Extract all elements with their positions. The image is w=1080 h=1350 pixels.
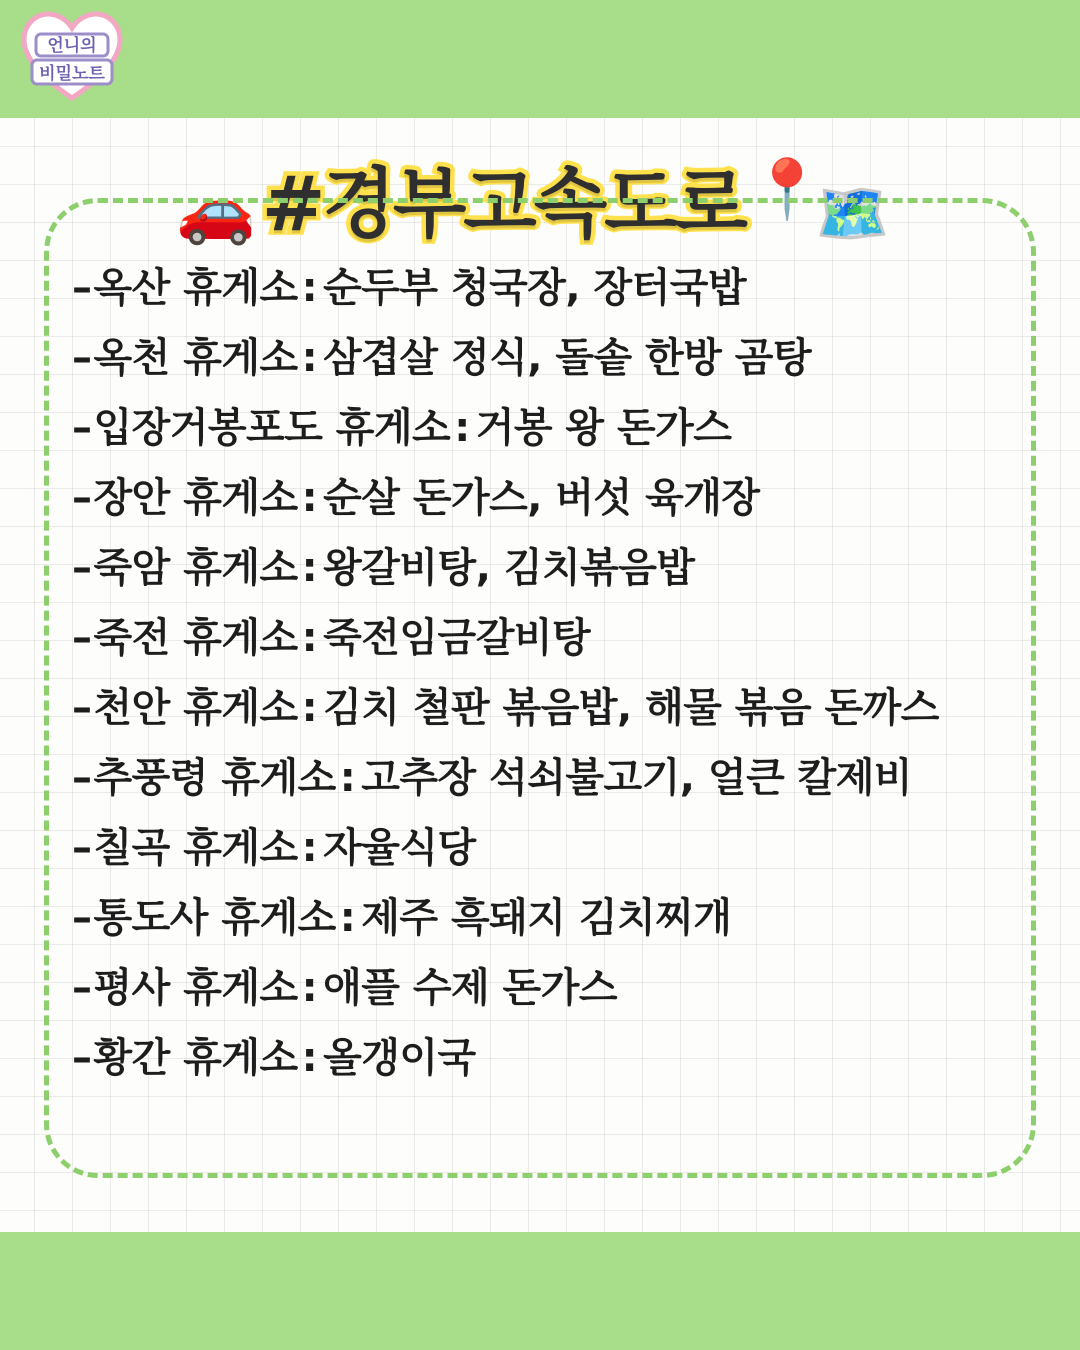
list-item [72, 755, 1022, 801]
list-item-separator: : [301, 335, 318, 381]
list-item-menu: 자율식당 [323, 825, 476, 871]
list-item-dash: – [72, 825, 92, 871]
logo-line2: 비밀노트 [39, 64, 105, 84]
list-item-place: 죽암 휴게소 [93, 545, 298, 591]
list-item-menu: 순두부 청국장, 장터국밥 [323, 265, 747, 311]
list-item-dash: – [72, 405, 92, 451]
list-item [72, 615, 1022, 661]
list-item [72, 335, 1022, 381]
list-item-menu: 순살 돈가스, 버섯 육개장 [323, 475, 760, 521]
list-item-separator: : [339, 755, 356, 801]
car-icon: 🚗 [176, 174, 256, 246]
list-item-dash: – [72, 1035, 92, 1081]
list-item-place: 통도사 휴게소 [93, 895, 336, 941]
list-item-menu: 올갱이국 [323, 1035, 476, 1081]
list-item-separator: : [301, 265, 318, 311]
list-item-menu: 왕갈비탕, 김치볶음밥 [323, 545, 695, 591]
list-item [72, 265, 1022, 311]
top-green-band [0, 0, 1080, 118]
list-item-menu: 애플 수제 돈가스 [323, 965, 617, 1011]
list-item [72, 475, 1022, 521]
brand-logo[interactable] [18, 8, 126, 104]
list-item-place: 옥산 휴게소 [93, 265, 298, 311]
list-item-menu: 고추장 석쇠불고기, 얼큰 칼제비 [361, 755, 913, 801]
list-item-dash: – [72, 965, 92, 1011]
list-item-dash: – [72, 475, 92, 521]
map-pin-icon: 📍 [750, 157, 824, 222]
list-item-place: 황간 휴게소 [93, 1035, 298, 1081]
list-item [72, 685, 1022, 731]
list-item-place: 평사 휴게소 [93, 965, 298, 1011]
list-item [72, 895, 1022, 941]
list-item-dash: – [72, 335, 92, 381]
bottom-green-band [0, 1232, 1080, 1350]
list-item [72, 405, 1022, 451]
list-item [72, 1035, 1022, 1081]
list-item-menu: 김치 철판 볶음밥, 해물 볶음 돈까스 [323, 685, 939, 731]
folded-map-icon: 🗺️ [815, 180, 890, 247]
list-item-separator: : [454, 405, 470, 451]
list-item-separator: : [301, 685, 318, 731]
list-item-dash: – [72, 545, 92, 591]
list-item-place: 천안 휴게소 [93, 685, 298, 731]
list-item-separator: : [301, 475, 318, 521]
list-item-place: 장안 휴게소 [93, 475, 298, 521]
list-item-place: 추풍령 휴게소 [93, 755, 336, 801]
list-item-place: 죽전 휴게소 [93, 615, 298, 661]
list-item-separator: : [301, 615, 318, 661]
list-item-dash: – [72, 685, 92, 731]
list-item [72, 825, 1022, 871]
list-item-separator: : [301, 965, 318, 1011]
list-item-separator: : [301, 545, 318, 591]
list-item-place: 옥천 휴게소 [93, 335, 298, 381]
list-item-separator: : [339, 895, 356, 941]
list-item-menu: 거봉 왕 돈가스 [475, 405, 732, 451]
rest-area-list [72, 265, 1022, 1108]
list-item-place: 칠곡 휴게소 [93, 825, 298, 871]
list-item-dash: – [72, 615, 92, 661]
list-item-separator: : [301, 1035, 318, 1081]
list-item [72, 545, 1022, 591]
list-item-menu: 제주 흑돼지 김치찌개 [361, 895, 732, 941]
list-item-separator: : [301, 825, 318, 871]
list-item-menu: 죽전임금갈비탕 [323, 615, 591, 661]
list-item-dash: – [72, 895, 92, 941]
list-item-dash: – [72, 755, 92, 801]
list-item-dash: – [72, 265, 92, 311]
list-item [72, 965, 1022, 1011]
list-item-place: 입장거봉포도 휴게소 [93, 405, 451, 451]
list-item-menu: 삼겹살 정식, 돌솥 한방 곰탕 [323, 335, 812, 381]
hashtag-title: #경부고속도로 [261, 159, 745, 248]
logo-line1: 언니의 [47, 36, 97, 56]
